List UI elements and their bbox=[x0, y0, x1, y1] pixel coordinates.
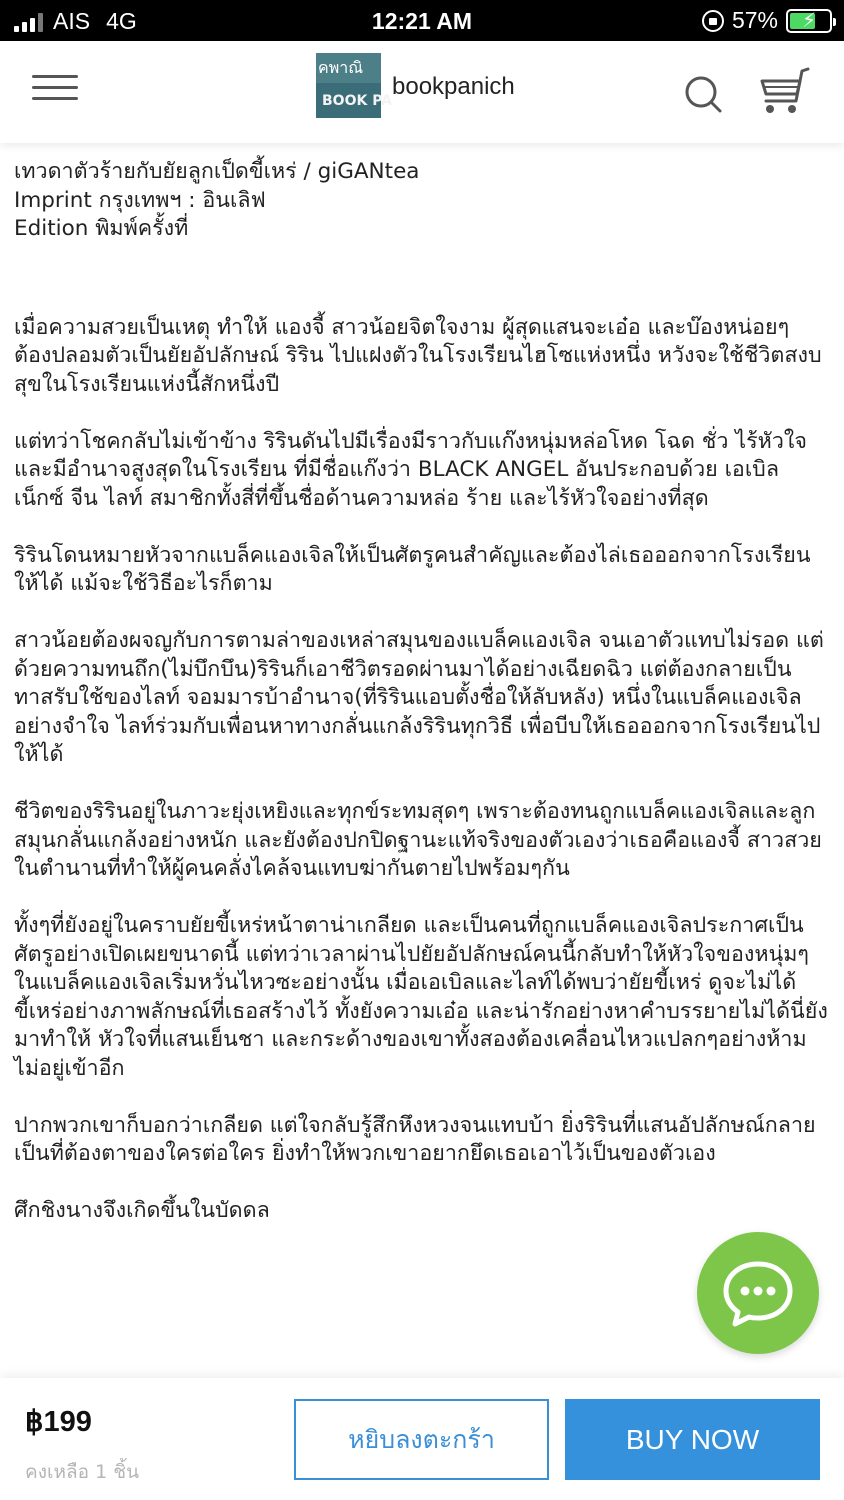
add-to-cart-button[interactable]: หยิบลงตะกร้า bbox=[294, 1399, 549, 1480]
description-paragraph: ชีวิตของริรินอยู่ในภาวะยุ่งเหยิงและทุกข์ระทมสุดๆ เพราะต้องทนถูกแบล็คแองเจิลและลูกสมุนกลั่นแกล้งอย่างหนัก และยังต้องปกปิดฐานะแท้จริงของตัวเองว่าเธอคือแองจี้ สาวสวยในตำนานที่ทำให้ผู้คนคลั่งไคล้จนแทบฆ่ากันตายไปพร้อมๆกัน bbox=[14, 799, 822, 881]
carrier-name: AIS bbox=[53, 8, 91, 34]
menu-icon[interactable] bbox=[32, 75, 78, 103]
description-paragraph: ริรินโดนหมายหัวจากแบล็คแองเจิลให้เป็นศัตรูคนสำคัญและต้องไล่เธอออกจากโรงเรียนให้ได้ แม้จะใช้วิธีอะไรก็ตาม bbox=[14, 542, 811, 596]
app-header bbox=[0, 41, 844, 143]
battery-charging-icon: ⚡ bbox=[786, 9, 832, 33]
description-paragraph: ศึกชิงนางจึงเกิดขึ้นในบัดดล bbox=[14, 1198, 270, 1223]
chat-button[interactable] bbox=[697, 1232, 819, 1354]
book-description bbox=[14, 314, 830, 1226]
status-time: 12:21 AM bbox=[371, 8, 473, 34]
buy-now-button[interactable]: BUY NOW bbox=[565, 1399, 820, 1480]
network-type: 4G bbox=[106, 8, 137, 34]
cart-icon[interactable] bbox=[758, 67, 812, 117]
stock-remaining: คงเหลือ 1 ชิ้น bbox=[25, 1461, 140, 1483]
price: ฿199 bbox=[25, 1406, 92, 1438]
chat-bubble-icon bbox=[697, 1232, 819, 1354]
book-title-line: เทวดาตัวร้ายกับยัยลูกเป็ดขี้เหร่ / giGANtea bbox=[14, 159, 420, 184]
book-details bbox=[14, 158, 830, 1254]
logo-text-top: คพาณิ bbox=[316, 53, 381, 83]
battery-percent: 57% bbox=[731, 7, 778, 33]
book-edition-line: Edition พิมพ์ครั้งที่ bbox=[14, 216, 189, 241]
purchase-bar bbox=[0, 1378, 844, 1500]
orientation-lock-icon bbox=[702, 10, 724, 32]
search-icon[interactable] bbox=[684, 75, 724, 115]
book-imprint-line: Imprint กรุงเทพฯ : อินเลิฟ bbox=[14, 187, 266, 213]
status-bar bbox=[0, 0, 844, 41]
logo-text-bottom: BOOK PA bbox=[322, 93, 393, 109]
status-right bbox=[702, 7, 832, 34]
brand-logo[interactable] bbox=[316, 53, 393, 118]
description-paragraph: สาวน้อยต้องผจญกับการตามล่าของเหล่าสมุนของแบล็คแองเจิล จนเอาตัวแทบไม่รอด แต่ด้วยความทนถึก(ไม่บึกบึน)ริรินก็เอาชีวิตรอดผ่านมาได้อย่างเฉียดฉิว แต่ต้องกลายเป็นทาสรับใช้ของไลท์ จอมมารบ้าอำนาจ(ที่ริรินแอบตั้งชื่อให้ลับหลัง) หนึ่งในแบล็คแองเจิล อย่างจำใจ ไลท์ร่วมกับเพื่อนหาทางกลั่นแกล้งริรินทุกวิธี เพื่อบีบให้เธอออกจากโรงเรียนไปให้ได้ bbox=[14, 628, 824, 767]
description-paragraph: ทั้งๆที่ยังอยู่ในคราบยัยขี้เหร่หน้าตาน่าเกลียด และเป็นคนที่ถูกแบล็คแองเจิลประกาศเป็นศัตรูอย่างเปิดเผยขนาดนี้ แต่ทว่าเวลาผ่านไปยัยอัปลักษณ์คนนี้กลับทำให้หัวใจของหนุ่มๆในแบล็คแองเจิลเริ่มหวั่นไหวซะอย่างนั้น เมื่อเอเบิลและไลท์ได้พบว่ายัยขี้เหร่ ดูจะไม่ได้ขี้เหร่อย่างภาพลักษณ์ที่เธอสร้างไว้ ทั้งยังความเอ๋อ และน่ารักอย่างหาคำบรรยายไม่ได้นี่ยังมาทำให้ หัวใจที่แสนเย็นชา และกระด้างของเขาทั้งสองต้องเคลื่อนไหวแปลกๆอย่างห้ามไม่อยู่เข้าอีก bbox=[14, 913, 828, 1081]
brand-name[interactable]: bookpanich bbox=[392, 73, 515, 100]
description-paragraph: แต่ทว่าโชคกลับไม่เข้าข้าง ริรินดันไปมีเรื่องมีราวกับแก๊งหนุ่มหล่อโหด โฉด ชั่ว ไร้หัวใจ และมีอำนาจสูงสุดในโรงเรียน ที่มีชื่อแก๊งว่า BLACK ANGEL อันประกอบด้วย เอเบิล เน็กซ์ จีน ไลท์ สมาชิกทั้งสี่ที่ขึ้นชื่อด้านความหล่อ ร้าย และไร้หัวใจอย่างที่สุด bbox=[14, 428, 808, 511]
description-paragraph: ปากพวกเขาก็บอกว่าเกลียด แต่ใจกลับรู้สึกหึงหวงจนแทบบ้า ยิ่งริรินที่แสนอัปลักษณ์กลายเป็นที่ต้องตาของใครต่อใคร ยิ่งทำให้พวกเขาอยากยึดเธอเอาไว้เป็นของตัวเอง bbox=[14, 1112, 816, 1166]
description-paragraph: เมื่อความสวยเป็นเหตุ ทำให้ แองจี้ สาวน้อยจิตใจงาม ผู้สุดแสนจะเอ๋อ และบ๊องหน่อยๆ ต้องปลอมตัวเป็นยัยอัปลักษณ์ ริริน ไปแฝงตัวในโรงเรียนไฮโซแห่งหนึ่ง หวังจะใช้ชีวิตสงบสุขในโรงเรียนแห่งนี้สักหนึ่งปี bbox=[14, 314, 822, 397]
